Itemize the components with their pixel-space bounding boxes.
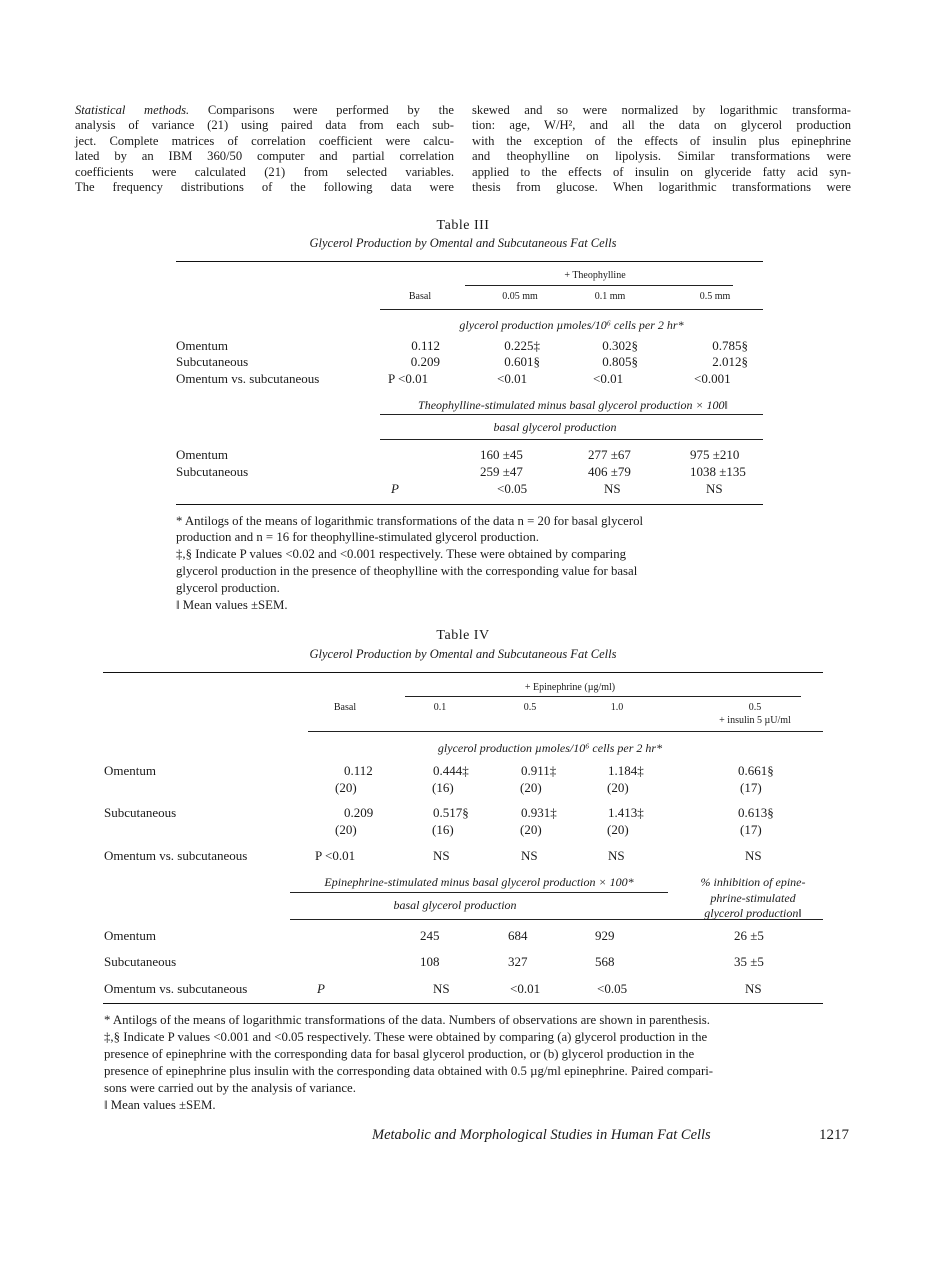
table4-col-header: 1.0: [610, 702, 624, 713]
table4-footnote: ‡,§ Indicate P values <0.001 and <0.05 respectively. These were obtained by comparing (a) glycerol production in the: [104, 1030, 708, 1044]
row-label: Omentum: [104, 928, 156, 943]
table-cell: 0.517§: [433, 805, 469, 820]
table-cell: NS: [745, 981, 762, 996]
text-line: applied to the effects of insulin on glyceride fatty acid syn-: [472, 164, 851, 179]
table4-col-header: 0.1: [433, 702, 447, 713]
table3-span-header: + Theophylline: [564, 270, 626, 281]
count-cell: (17): [740, 822, 762, 837]
table-cell: P: [391, 481, 399, 496]
table4-span-header: + Epinephrine (µg/ml): [524, 682, 616, 693]
table3-col-header: 0.5 mm: [699, 291, 731, 302]
table4-footnote: * Antilogs of the means of logarithmic transformations of the data. Numbers of observations are shown in parenthesis.: [104, 1013, 710, 1027]
table3-footnote: * Antilogs of the means of logarithmic transformations of the data n = 20 for basal glycerol: [176, 514, 644, 528]
table-cell: 26 ±5: [734, 928, 764, 943]
table-cell: 0.112: [411, 338, 440, 353]
table-cell: NS: [745, 848, 762, 863]
text-line: lated by an IBM 360/50 computer and partial correlation: [75, 149, 454, 164]
table-cell: 0.931‡: [521, 805, 557, 820]
table-cell: 35 ±5: [734, 954, 764, 969]
count-cell: (16): [432, 822, 454, 837]
table-cell: 108: [420, 954, 440, 969]
table-cell: NS: [604, 481, 621, 496]
text-line: Comparisons were performed by the: [207, 103, 454, 117]
table3-footnote: ‖ Mean values ±SEM.: [176, 598, 288, 612]
count-cell: (16): [432, 780, 454, 795]
table-cell: 975 ±210: [690, 447, 740, 462]
table-cell: 277 ±67: [588, 447, 631, 462]
table-cell: 0.209: [410, 354, 440, 369]
text-line: skewed and so were normalized by logarithmic transforma-: [472, 103, 851, 117]
table4-footnote: presence of epinephrine plus insulin with the corresponding data obtained with 0.5 µg/ml epinephrine. Paired compari-: [104, 1064, 714, 1078]
table-cell: NS: [521, 848, 538, 863]
table3-section-label: glycerol production µmoles/10⁶ cells per 2 hr*: [459, 318, 684, 332]
table-cell: 684: [508, 928, 528, 943]
table-cell: NS: [433, 981, 450, 996]
table4-col-header: + insulin 5 µU/ml: [719, 715, 791, 726]
inhibition-header-line: glycerol production‖: [704, 906, 802, 920]
count-cell: (20): [520, 780, 542, 795]
table3-footnote: ‡,§ Indicate P values <0.02 and <0.001 respectively. These were obtained by comparing: [176, 547, 626, 561]
table-cell: <0.01: [510, 981, 541, 996]
text-line: thesis from glucose. When logarithmic transformations were: [472, 180, 851, 195]
table-cell: 160 ±45: [480, 447, 523, 462]
count-cell: (17): [740, 780, 762, 795]
table3-section2-numerator: Theophylline-stimulated minus basal glycerol production × 100‖: [418, 398, 728, 412]
row-label: Subcutaneous: [104, 805, 177, 820]
table-cell: 0.209: [344, 805, 374, 820]
table3-col-header: Basal: [408, 291, 432, 302]
table-cell: 259 ±47: [480, 464, 523, 479]
table4-col-header: Basal: [333, 702, 357, 713]
row-label: Omentum: [176, 447, 228, 462]
row-label: Subcutaneous: [176, 354, 249, 369]
table4-fraction-rule: [290, 892, 668, 893]
table-cell: 0.444‡: [433, 763, 469, 778]
table4-span-rule: [405, 696, 801, 697]
text-line: ject. Complete matrices of correlation coefficient were calcu-: [75, 133, 454, 148]
table-cell: 1.413‡: [608, 805, 644, 820]
row-label: Subcutaneous: [176, 464, 249, 479]
table-cell: 0.805§: [602, 354, 638, 369]
table4-col-header: 0.5: [523, 702, 537, 713]
table3-header-rule: [380, 309, 763, 310]
count-cell: (20): [607, 780, 629, 795]
table3-title: Glycerol Production by Omental and Subcutaneous Fat Cells: [309, 236, 617, 250]
table-cell: 327: [508, 954, 528, 969]
table4-section2-denominator: basal glycerol production: [393, 898, 517, 912]
table-cell: <0.05: [497, 481, 528, 496]
text-line: The frequency distributions of the following data were: [75, 180, 454, 195]
table-cell: 1.184‡: [608, 763, 644, 778]
table3-col-header: 0.1 mm: [594, 291, 626, 302]
row-label: Omentum vs. subcutaneous: [104, 981, 248, 996]
table-cell: <0.001: [694, 371, 731, 386]
table-cell: 0.911‡: [521, 763, 557, 778]
table3-top-rule: [176, 261, 763, 262]
table3-col-header: 0.05 mm: [502, 291, 538, 302]
table-cell: NS: [706, 481, 723, 496]
text-line: and theophylline on lipolysis. Similar transformations were: [472, 149, 851, 164]
table3-footnote: glycerol production in the presence of theophylline with the corresponding value for basal: [176, 564, 638, 578]
table4-section2-numerator: Epinephrine-stimulated minus basal glycerol production × 100*: [324, 875, 634, 889]
table3-span-rule: [465, 285, 733, 286]
table-cell: <0.01: [593, 371, 624, 386]
table4-top-rule: [103, 672, 823, 673]
table-cell: 245: [420, 928, 440, 943]
table4-header-rule: [308, 731, 823, 732]
table4-section2-rule: [290, 919, 823, 920]
table4-bottom-rule: [103, 1003, 823, 1004]
right-column-text: [472, 103, 851, 195]
count-cell: (20): [335, 822, 357, 837]
table3-section2-rule: [380, 439, 763, 440]
row-label: Omentum vs. subcutaneous: [104, 848, 248, 863]
running-title: Metabolic and Morphological Studies in Human Fat Cells: [372, 1127, 711, 1143]
page-number: 1217: [819, 1127, 849, 1143]
table4-section-label: glycerol production µmoles/10⁶ cells per 2 hr*: [437, 741, 663, 755]
table-cell: 0.302§: [602, 338, 638, 353]
table4-footnote: presence of epinephrine with the corresponding data for basal glycerol production, or (b) glycerol production in the: [104, 1047, 695, 1061]
table-cell: 0.785§: [712, 338, 748, 353]
table-cell: 2.012§: [712, 354, 748, 369]
table-cell: 0.112: [344, 763, 373, 778]
row-label: Subcutaneous: [104, 954, 177, 969]
table-cell: 0.225‡: [504, 338, 540, 353]
table-cell: 568: [595, 954, 615, 969]
table3-bottom-rule: [176, 504, 763, 505]
table-cell: 0.601§: [504, 354, 540, 369]
left-column-text: [75, 103, 454, 195]
count-cell: (20): [607, 822, 629, 837]
count-cell: (20): [520, 822, 542, 837]
inhibition-header-line: phrine-stimulated: [710, 890, 796, 905]
table4-caption: Table IV: [436, 628, 490, 643]
table-cell: <0.05: [597, 981, 628, 996]
table-cell: 929: [595, 928, 615, 943]
table-cell: P <0.01: [388, 371, 429, 386]
table3-section2-denominator: basal glycerol production: [493, 420, 617, 434]
table3-footnote: production and n = 16 for theophylline-stimulated glycerol production.: [176, 530, 539, 544]
count-cell: (20): [335, 780, 357, 795]
table4-title: Glycerol Production by Omental and Subcutaneous Fat Cells: [309, 647, 617, 661]
table-cell: 1038 ±135: [690, 464, 746, 479]
inhibition-header-line: % inhibition of epine-: [700, 875, 806, 889]
table3-footnote: glycerol production.: [176, 581, 280, 595]
section-heading: Statistical methods.: [75, 103, 190, 117]
table-cell: 0.661§: [738, 763, 774, 778]
table-cell: NS: [433, 848, 450, 863]
row-label: Omentum vs. subcutaneous: [176, 371, 320, 386]
table3-fraction-rule: [380, 414, 763, 415]
table4-inhibition-header: [683, 875, 823, 922]
text-line: with the exception of the effects of insulin plus epinephrine: [472, 133, 851, 148]
table3-caption: Table III: [436, 218, 490, 233]
row-label: Omentum: [176, 338, 228, 353]
table-cell: 0.613§: [738, 805, 774, 820]
table-cell: 406 ±79: [588, 464, 631, 479]
table4-footnote: sons were carried out by the analysis of variance.: [104, 1081, 356, 1095]
table-cell: P: [317, 981, 325, 996]
text-line: coefficients were calculated (21) from selected variables.: [75, 164, 454, 179]
table4-col-header: 0.5: [748, 702, 762, 713]
text-line: analysis of variance (21) using paired data from each sub-: [75, 118, 454, 133]
table-cell: P <0.01: [315, 848, 356, 863]
table4-footnote: ‖ Mean values ±SEM.: [104, 1098, 216, 1112]
text-line: tion: age, W/H², and all the data on glycerol production: [472, 118, 851, 133]
row-label: Omentum: [104, 763, 156, 778]
table-cell: <0.01: [497, 371, 528, 386]
table-cell: NS: [608, 848, 625, 863]
